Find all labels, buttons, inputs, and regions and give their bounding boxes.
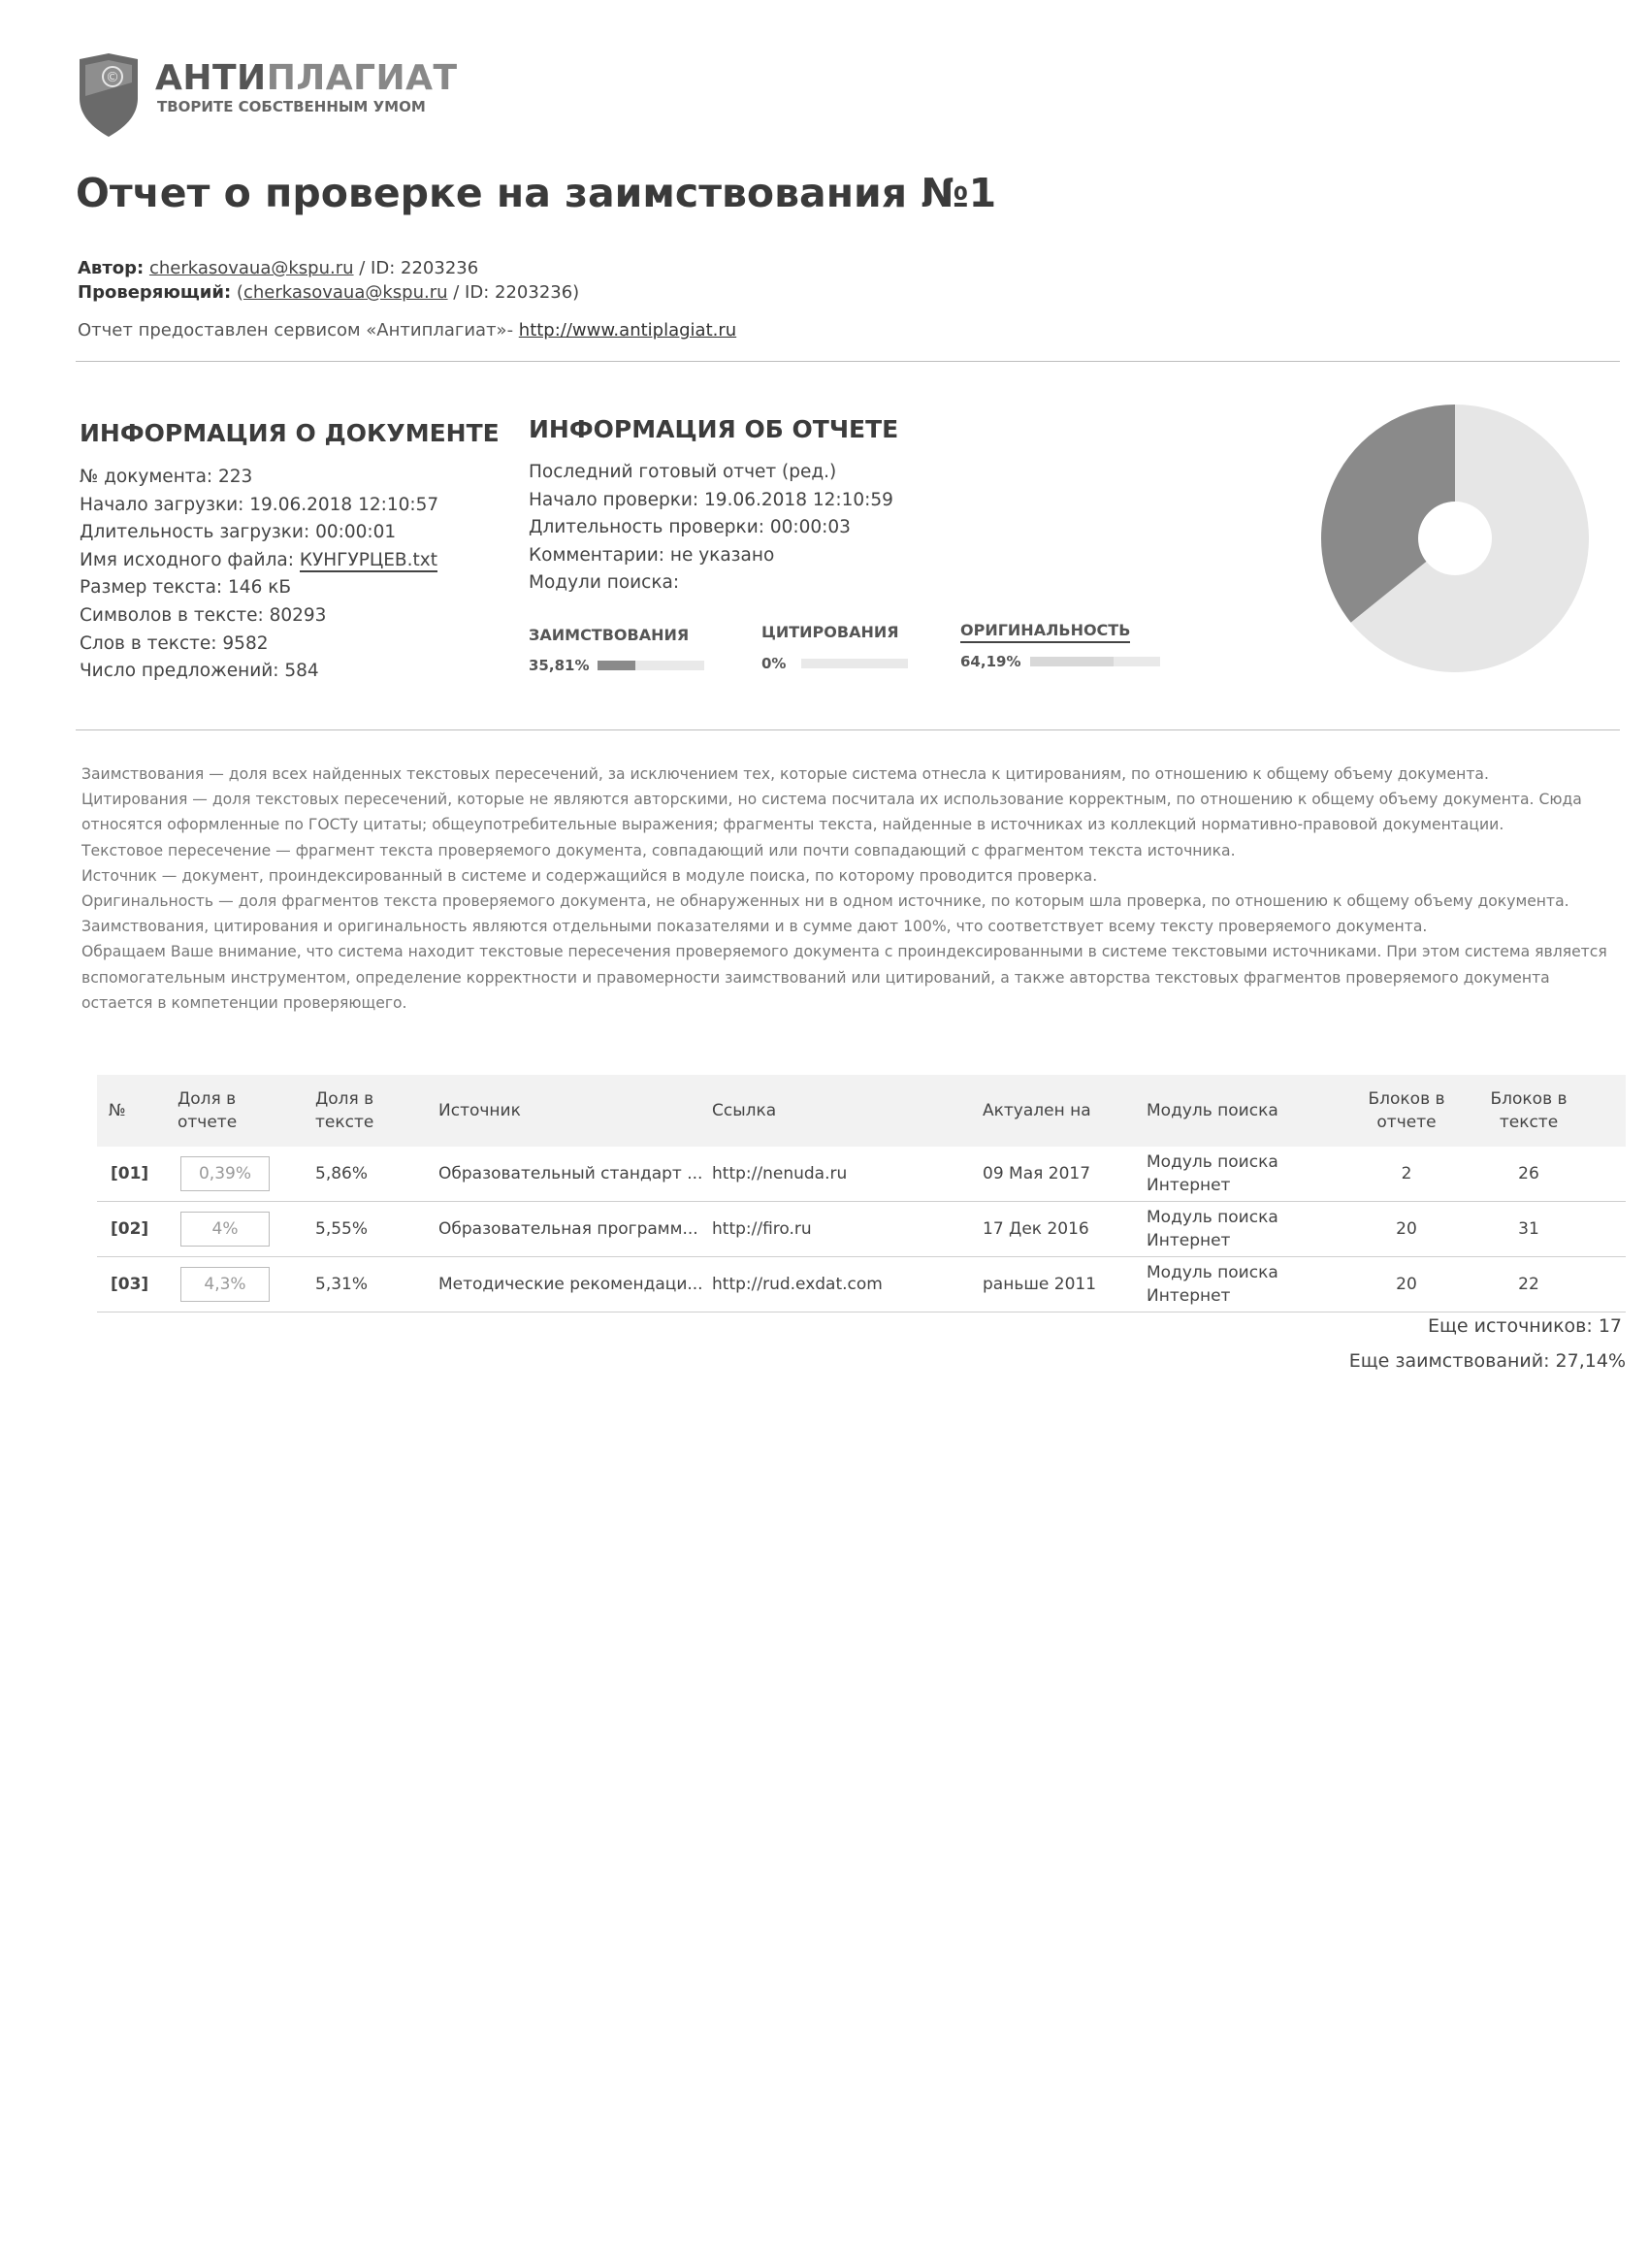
legend-source: Источник — документ, проиндексированный в системе и содержащийся в модуле поиска, по которому проводится проверка.	[81, 866, 1098, 885]
originality-pie-chart	[1319, 403, 1591, 674]
stat-citation-bar	[801, 659, 908, 668]
row-share-report[interactable]: 0,39%	[180, 1156, 270, 1191]
report-last: Последний готовый отчет (ред.)	[529, 462, 837, 482]
col-actual: Актуален на	[983, 1101, 1091, 1120]
col-num: №	[109, 1101, 126, 1120]
row-source[interactable]: Образовательная программ...	[438, 1219, 698, 1239]
legend-sum: Заимствования, цитирования и оригинальность являются отдельными показателями и в сумме дают 100%, что соответствует всему тексту проверяемого документа.	[81, 918, 1428, 936]
doc-info-list	[80, 464, 438, 686]
brand-name	[155, 58, 458, 98]
report-comments: Комментарии: не указано	[529, 544, 775, 566]
legend-originality: Оригинальность — доля фрагментов текста проверяемого документа, не обнаруженных ни в одном источнике, по которым шла проверка, по отношению к общему объему документа.	[81, 892, 1569, 911]
row-link[interactable]: http://firo.ru	[712, 1219, 812, 1239]
legend-text	[81, 761, 1614, 1016]
more-sources: Еще источников: 17	[1427, 1315, 1622, 1337]
reviewer-email-link[interactable]: cherkasovaua@kspu.ru	[242, 282, 448, 303]
service-text: Отчет предоставлен сервисом «Антиплагиат»-	[78, 320, 519, 340]
doc-sentences: Число предложений: 584	[80, 661, 319, 682]
doc-words: Слов в тексте: 9582	[80, 632, 269, 654]
author-id: / ID: 2203236	[353, 258, 479, 278]
table-row[interactable]	[97, 1202, 1626, 1257]
row-blocks-report: 20	[1396, 1275, 1417, 1294]
doc-info-title: ИНФОРМАЦИЯ О ДОКУМЕНТЕ	[80, 419, 500, 447]
row-num: [02]	[111, 1219, 149, 1239]
author-line	[78, 258, 478, 278]
row-module: Модуль поиска Интернет	[1147, 1208, 1278, 1250]
report-check-duration: Длительность проверки: 00:00:03	[529, 517, 851, 538]
legend-borrowing: Заимствования — доля всех найденных текстовых пересечений, за исключением тех, которые система отнесла к цитированиям, по отношению к общему объему документа.	[81, 765, 1489, 783]
stat-originality-fill	[1030, 657, 1114, 666]
row-link[interactable]: http://rud.exdat.com	[712, 1275, 883, 1294]
reviewer-label: Проверяющий:	[78, 282, 232, 303]
stat-borrowing-bar	[598, 661, 704, 670]
pie-center-hole	[1418, 502, 1492, 575]
row-module: Модуль поиска Интернет	[1147, 1263, 1278, 1306]
col-module: Модуль поиска	[1147, 1101, 1278, 1120]
stat-originality-value: 64,19%	[960, 653, 1021, 670]
stat-borrowing-label: ЗАИМСТВОВАНИЯ	[529, 626, 690, 644]
service-line	[78, 320, 736, 340]
author-email-link[interactable]: cherkasovaua@kspu.ru	[148, 258, 354, 278]
row-blocks-report: 20	[1396, 1219, 1417, 1239]
stat-borrowing-fill	[598, 661, 635, 670]
stat-citation-label: ЦИТИРОВАНИЯ	[761, 623, 899, 641]
doc-chars: Символов в тексте: 80293	[80, 604, 327, 626]
reviewer-id: / ID: 2203236)	[447, 282, 580, 303]
doc-upload-duration: Длительность загрузки: 00:00:01	[80, 522, 397, 543]
more-borrowings: Еще заимствований: 27,14%	[1348, 1350, 1626, 1372]
row-blocks-text: 26	[1518, 1164, 1539, 1183]
service-link[interactable]: http://www.antiplagiat.ru	[518, 320, 737, 340]
brand-name-part2: ПЛАГИАТ	[266, 58, 458, 98]
row-share-report[interactable]: 4,3%	[180, 1267, 270, 1302]
report-info-title: ИНФОРМАЦИЯ ОБ ОТЧЕТЕ	[529, 415, 899, 443]
brand-tagline: ТВОРИТЕ СОБСТВЕННЫМ УМОМ	[157, 98, 426, 115]
antiplagiat-logo-icon	[76, 53, 142, 137]
table-header	[97, 1075, 1626, 1147]
stat-originality-label: ОРИГИНАЛЬНОСТЬ	[960, 621, 1130, 643]
divider	[76, 361, 1620, 362]
reviewer-line: Проверяющий: (cherkasovaua@kspu.ru / ID: 2203236)	[78, 282, 580, 303]
row-share-text: 5,86%	[315, 1164, 369, 1183]
page-title: Отчет о проверке на заимствования №1	[76, 170, 997, 216]
table-row[interactable]	[97, 1147, 1626, 1202]
doc-upload-start: Начало загрузки: 19.06.2018 12:10:57	[80, 494, 439, 515]
legend-citation: Цитирования — доля текстовых пересечений, которые не являются авторскими, но система посчитала их использование корректным, по отношению к общему объему документа. Сюда относятся оформленные по ГОСТу цитаты; общеупотребительные выражения; фрагменты текста, найденные в источниках из коллекций нормативно-правовой документации.	[81, 791, 1582, 834]
doc-number: № документа: 223	[80, 467, 253, 487]
row-share-text: 5,31%	[315, 1275, 369, 1294]
sources-table	[97, 1075, 1626, 1312]
report-modules: Модули поиска:	[529, 572, 680, 594]
col-share-report: Доля в отчете	[178, 1089, 238, 1132]
row-blocks-text: 31	[1518, 1219, 1539, 1239]
col-share-text: Доля в тексте	[315, 1089, 374, 1132]
col-source: Источник	[438, 1101, 521, 1120]
col-link: Ссылка	[712, 1101, 777, 1120]
row-share-text: 5,55%	[315, 1219, 369, 1239]
legend-notice: Обращаем Ваше внимание, что система находит текстовые пересечения проверяемого документа с проиндексированными в системе текстовыми источниками. При этом система является вспомогательным инструментом, определение корректности и правомерности заимствований или цитирований, а также авторства текстовых фрагментов проверяемого документа остается в компетенции проверяющего.	[81, 943, 1607, 1012]
row-blocks-report: 2	[1401, 1164, 1412, 1183]
author-label: Автор:	[78, 258, 145, 278]
stat-citation-value: 0%	[761, 655, 787, 672]
row-module: Модуль поиска Интернет	[1147, 1152, 1278, 1195]
file-name-value: КУНГУРЦЕВ.txt	[299, 549, 437, 570]
col-blocks-text: Блоков в тексте	[1490, 1089, 1568, 1132]
row-num: [01]	[111, 1164, 149, 1183]
report-check-start: Начало проверки: 19.06.2018 12:10:59	[529, 489, 893, 510]
row-source[interactable]: Методические рекомендаци...	[438, 1275, 703, 1294]
table-row[interactable]	[97, 1257, 1626, 1312]
stat-borrowing-value: 35,81%	[529, 657, 590, 674]
brand-name-part1: АНТИ	[155, 58, 267, 98]
file-name-label: Имя исходного файла:	[80, 549, 300, 570]
report-info-list	[529, 459, 893, 598]
stat-originality-bar	[1030, 657, 1160, 666]
legend-intersection: Текстовое пересечение — фрагмент текста проверяемого документа, совпадающий или почти совпадающий с фрагментом текста источника.	[81, 841, 1236, 859]
row-actual: 09 Мая 2017	[983, 1164, 1091, 1183]
row-actual: раньше 2011	[983, 1275, 1097, 1294]
doc-file-name-row	[80, 547, 438, 575]
copyright-symbol: ©	[106, 70, 119, 85]
doc-text-size: Размер текста: 146 кБ	[80, 577, 292, 599]
row-source[interactable]: Образовательный стандарт ...	[438, 1164, 703, 1183]
row-share-report[interactable]: 4%	[180, 1212, 270, 1247]
row-num: [03]	[111, 1275, 149, 1294]
divider	[76, 729, 1620, 730]
row-blocks-text: 22	[1518, 1275, 1539, 1294]
col-blocks-report: Блоков в отчете	[1368, 1089, 1445, 1132]
row-actual: 17 Дек 2016	[983, 1219, 1089, 1239]
row-link[interactable]: http://nenuda.ru	[712, 1164, 848, 1183]
